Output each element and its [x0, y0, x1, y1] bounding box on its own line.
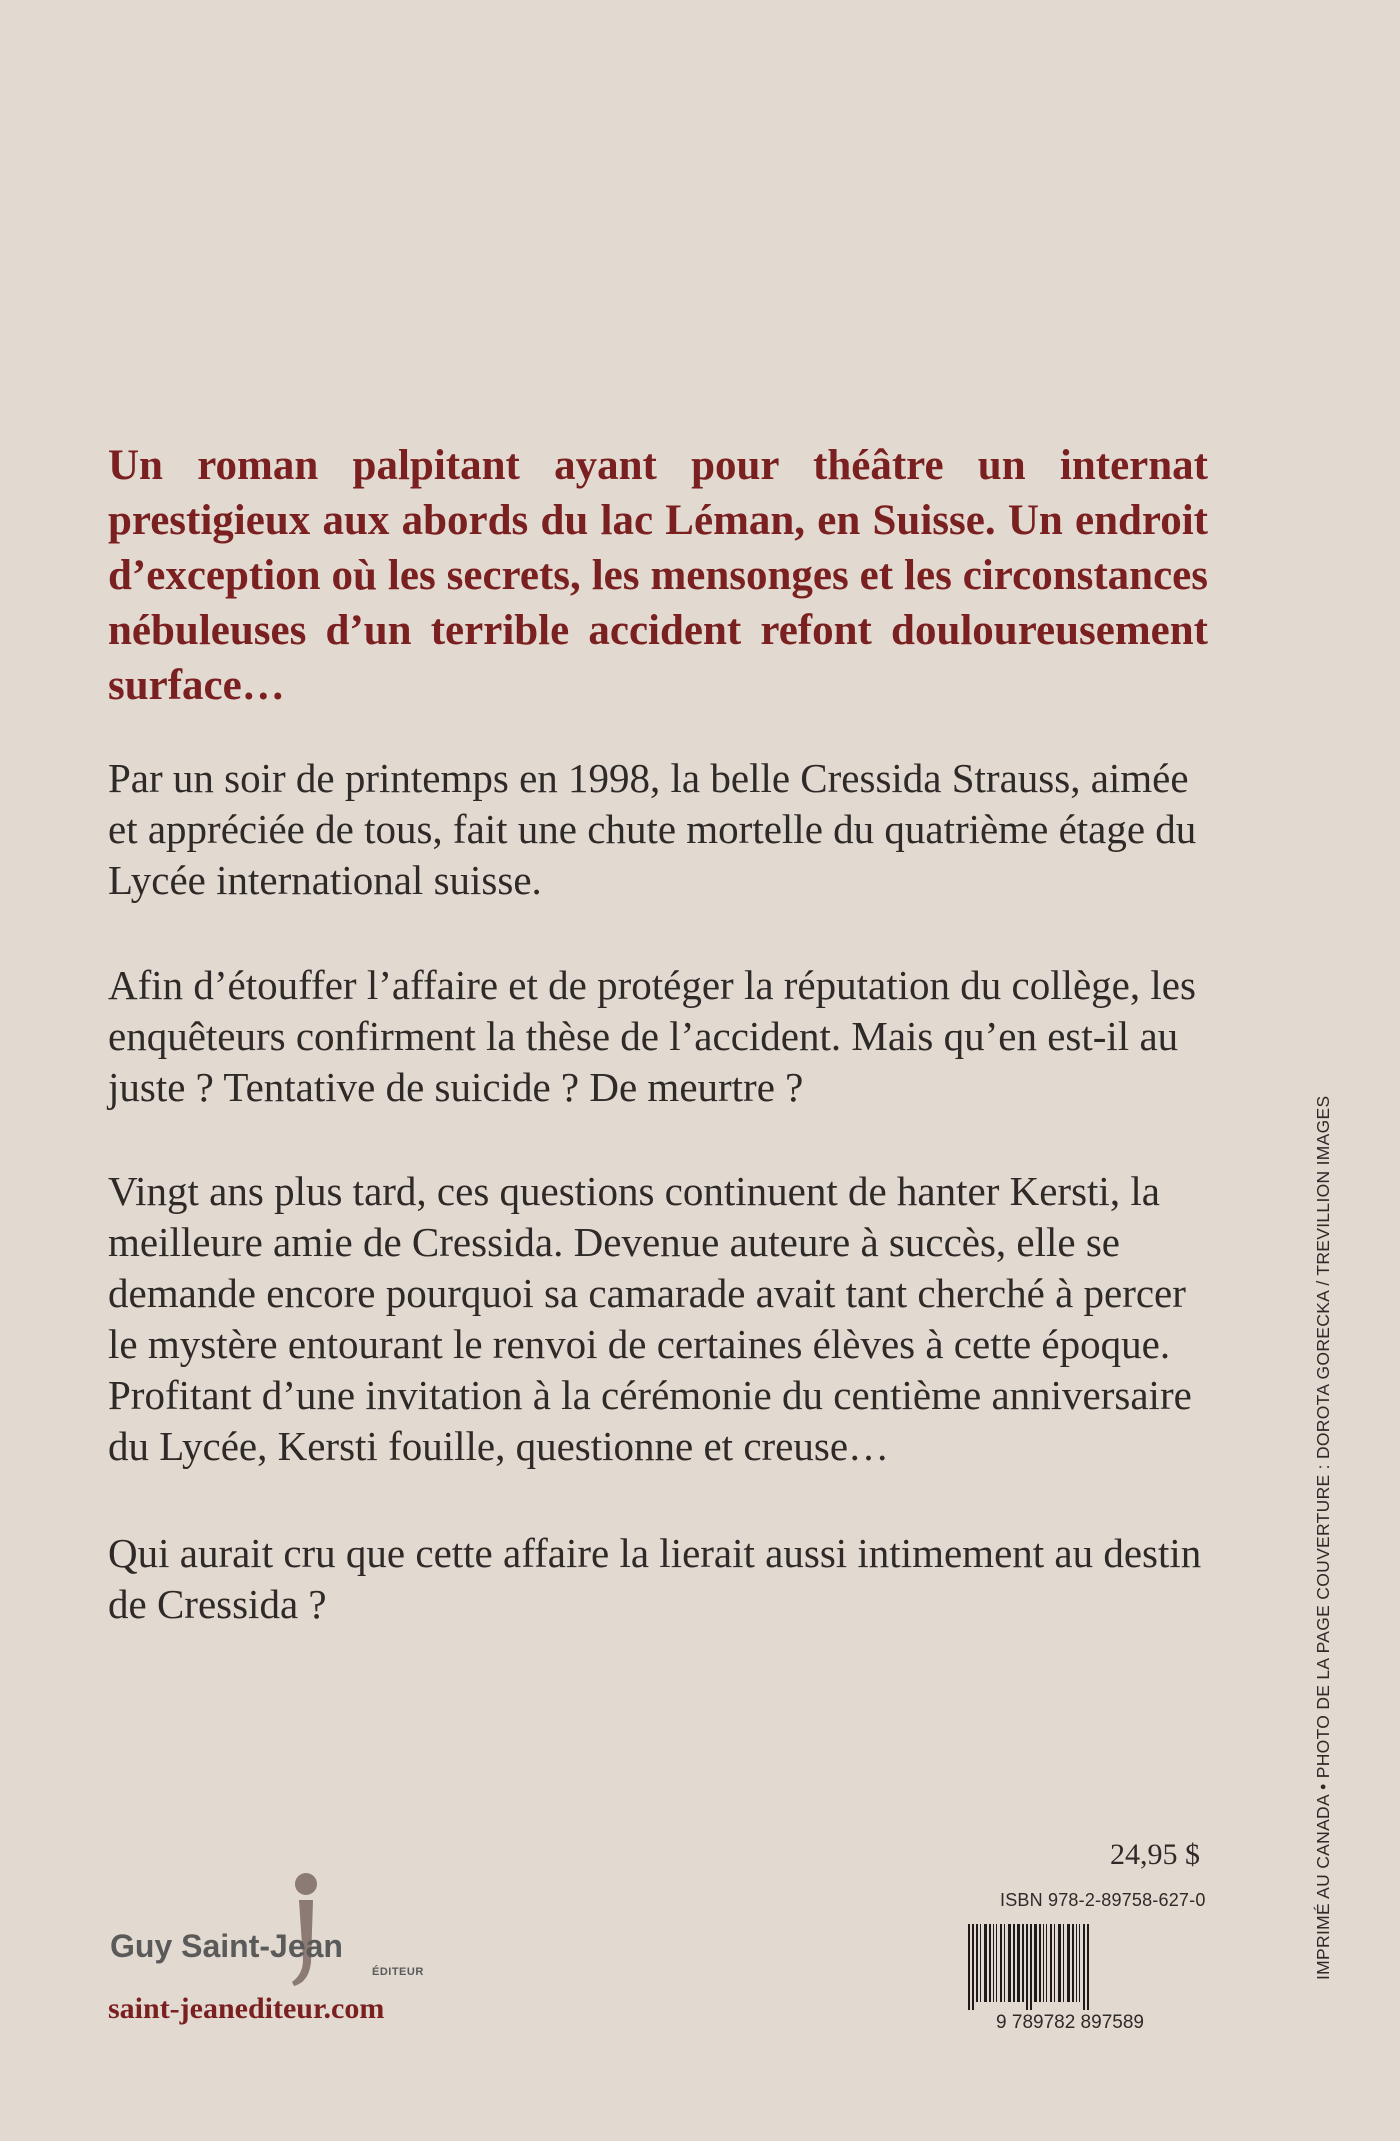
- isbn-label: ISBN 978-2-89758-627-0: [1000, 1890, 1206, 1910]
- printing-credit: IMPRIMÉ AU CANADA • PHOTO DE LA PAGE COUVERTURE : DOROTA GORECKA / TREVILLION IMAGES: [1313, 1095, 1333, 1980]
- barcode-bar: [972, 1924, 974, 2010]
- barcode-bar: [1013, 1924, 1015, 2002]
- barcode-digits: 9 789782 897589: [996, 2012, 1144, 2032]
- barcode-bar: [1083, 1924, 1085, 2010]
- barcode-bar: [976, 1924, 978, 2002]
- barcode-bar: [984, 1924, 987, 2002]
- publisher-website-link[interactable]: saint-jeanediteur.com: [108, 1992, 385, 2025]
- barcode-bar: [996, 1924, 997, 2002]
- publisher-logo: [106, 1870, 424, 1990]
- barcode-bar: [1026, 1924, 1028, 2010]
- barcode-bar: [1063, 1924, 1064, 2002]
- barcode-bar: [1039, 1924, 1041, 2002]
- barcode-bar: [1072, 1924, 1074, 2002]
- barcode-bar: [1004, 1924, 1005, 2002]
- barcode-bar: [1058, 1924, 1061, 2002]
- synopsis-paragraph-1: Par un soir de printemps en 1998, la belle Cressida Strauss, aimée et appréciée de tous, fait une chute mortelle du quatrième étage du Lycée international suisse.: [108, 755, 1197, 903]
- synopsis-paragraph-2: Afin d’étouffer l’affaire et de protéger la réputation du collège, les enquêteurs confirment la thèse de l’accident. Mais qu’en est-il au juste ? Tentative de suicide ? De meurtre ?: [108, 962, 1196, 1110]
- blurb-headline: Un roman palpitant ayant pour théâtre un internat prestigieux aux abords du lac Léman, en Suisse. Un endroit d’exception où les secrets, les mensonges et les circonstances nébuleuses d’un terrible accident refont douloureusement surface…: [108, 442, 1208, 709]
- barcode-bar: [989, 1924, 991, 2002]
- price-label: 24,95 $: [1110, 1838, 1200, 1871]
- barcode-bar: [1017, 1924, 1020, 2002]
- synopsis-paragraph-4: Qui aurait cru que cette affaire la lierait aussi intimement au destin de Cressida ?: [108, 1530, 1202, 1627]
- barcode-bar: [968, 1924, 970, 2010]
- publisher-name: Guy Saint-Jean: [110, 1928, 343, 1964]
- barcode-bar: [1030, 1924, 1032, 2010]
- barcode-bar: [1079, 1924, 1080, 2002]
- barcode-bar: [1046, 1924, 1047, 2002]
- barcode-bar: [1000, 1924, 1002, 2002]
- barcode-bar: [1008, 1924, 1011, 2002]
- barcode-bar: [980, 1924, 981, 2002]
- barcode-bar: [1050, 1924, 1052, 2002]
- barcode-bar: [1034, 1924, 1037, 2002]
- publisher-subtitle: ÉDITEUR: [372, 1966, 424, 1978]
- synopsis-paragraph-3: Vingt ans plus tard, ces questions continuent de hanter Kersti, la meilleure amie de Cressida. Devenue auteure à succès, elle se demande encore pourquoi sa camarade avait tant cherché à percer le mystère entourant le renvoi de certaines élèves à cette époque. Profitant d’une invitation à la cérémonie du centième anniversaire du Lycée, Kersti fouille, questionne et creuse…: [108, 1168, 1192, 1469]
- barcode-bar: [1067, 1924, 1070, 2002]
- barcode-bar: [1087, 1924, 1089, 2010]
- barcode-graphic: [950, 1922, 1190, 2032]
- isbn-barcode: [950, 1922, 1190, 2032]
- barcode-bar: [1076, 1924, 1077, 2002]
- barcode-bar: [1054, 1924, 1055, 2002]
- barcode-bar: [1043, 1924, 1044, 2002]
- barcode-bar: [993, 1924, 994, 2002]
- barcode-bar: [1022, 1924, 1024, 2002]
